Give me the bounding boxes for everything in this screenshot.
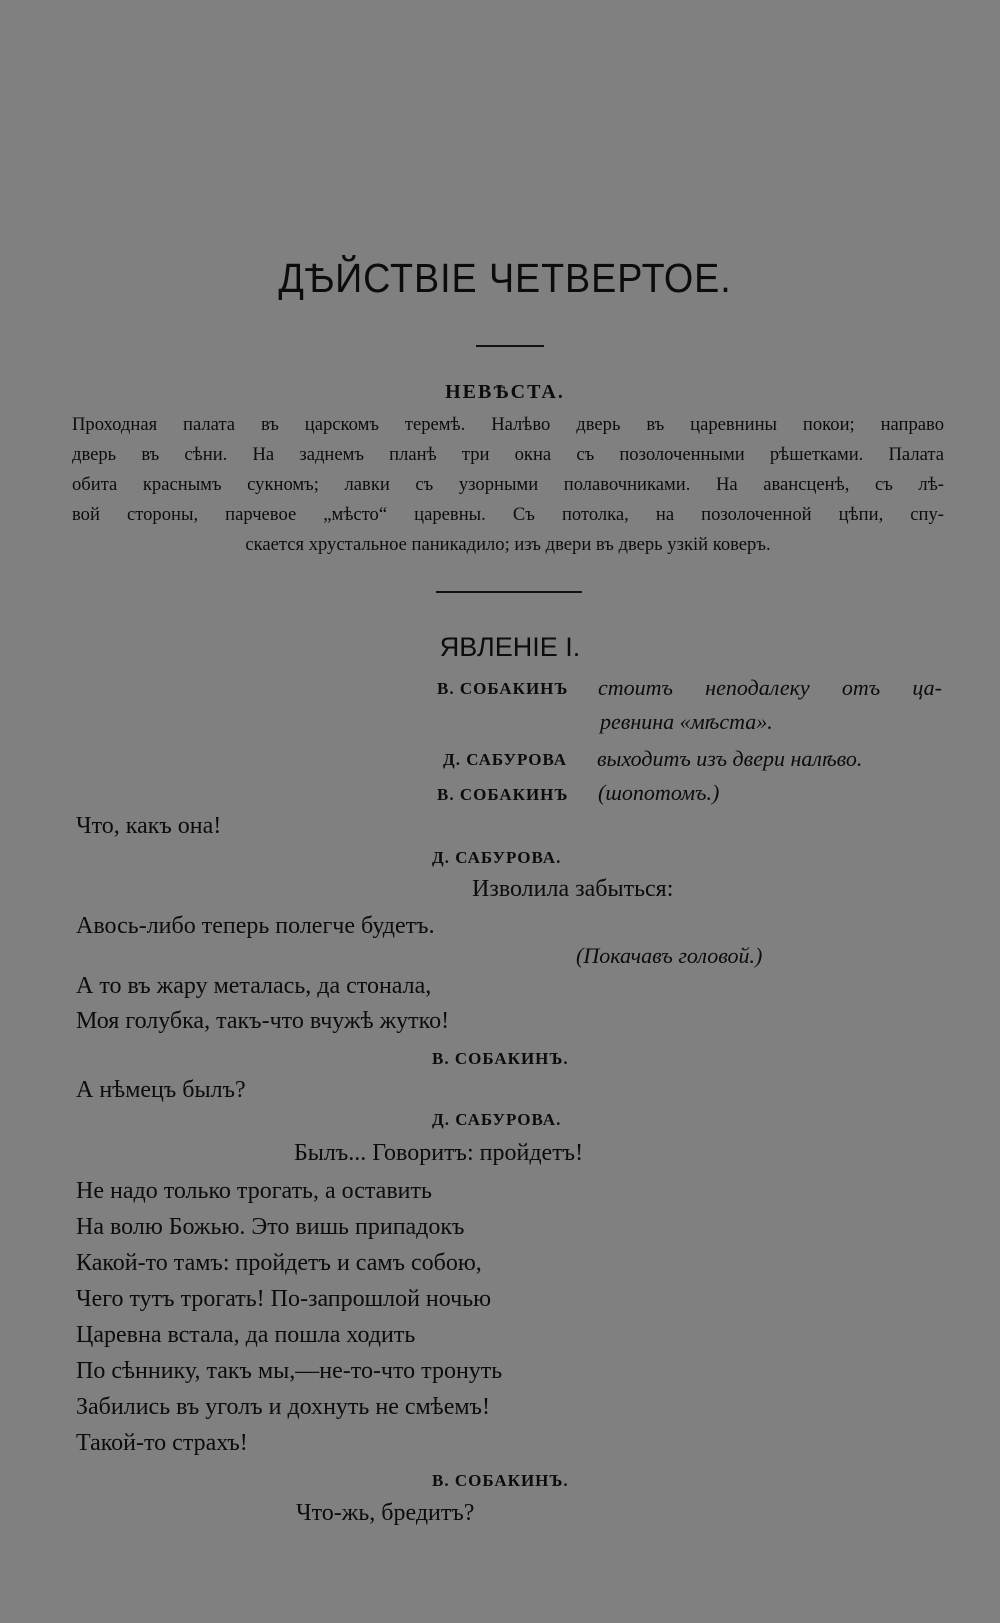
stage-direction-line: скается хрустальное паникадило; изъ двери въ дверь узкій коверъ. — [245, 534, 771, 555]
cast-speaker: В. СОБАКИНЪ — [437, 679, 569, 698]
verse-line: Чего тутъ трогать! По-запрошлой ночью — [76, 1286, 492, 1312]
stage-direction-line: Проходная палата въ царскомъ теремѣ. Налѣво дверь въ царевнины покои; направо — [72, 414, 944, 435]
verse-line: Былъ... Говоритъ: пройдетъ! — [294, 1140, 584, 1166]
cast-speaker: В. СОБАКИНЪ — [437, 785, 569, 804]
title-divider — [476, 345, 544, 347]
speaker-name: В. СОБАКИНЪ. — [432, 1049, 569, 1068]
section-title: НЕВѢСТА. — [445, 381, 565, 403]
verse-line: Что, какъ она! — [76, 813, 222, 839]
verse-line: Забились въ уголъ и дохнуть не смѣемъ! — [76, 1394, 490, 1420]
verse-line: Моя голубка, такъ-что вчужѣ жутко! — [76, 1008, 450, 1034]
verse-line: На волю Божью. Это вишь припадокъ — [76, 1214, 465, 1240]
verse-line: Не надо только трогать, а оставить — [76, 1178, 432, 1204]
verse-line: По сѣннику, такъ мы,—не-то-что тронуть — [76, 1358, 503, 1384]
speaker-name: Д. САБУРОВА. — [432, 1110, 562, 1129]
stage-direction-line: вой стороны, парчевое „мѣсто“ царевны. Съ потолка, на позолоченной цѣпи, спу- — [72, 504, 944, 525]
cast-direction: стоитъ неподалеку отъ ца- — [598, 675, 942, 700]
cast-direction: ревнина «мѣста». — [600, 709, 773, 734]
verse-line: Изволила забыться: — [472, 876, 674, 902]
verse-line: А нѣмецъ былъ? — [76, 1077, 246, 1103]
stage-direction — [72, 410, 944, 560]
stage-direction-line: дверь въ сѣни. На заднемъ планѣ три окна съ позолоченными рѣшетками. Палата — [72, 444, 944, 465]
stage-cue: (Покачавъ головой.) — [576, 943, 763, 968]
verse-line: Что-жь, бредитъ? — [296, 1500, 475, 1526]
stage-direction-line: обита краснымъ сукномъ; лавки съ узорными полавочниками. На авансценѣ, съ лѣ- — [72, 474, 944, 495]
section-divider — [436, 591, 582, 593]
verse-line: Царевна встала, да пошла ходить — [76, 1322, 416, 1348]
verse-line: Авось-либо теперь полегче будетъ. — [76, 913, 435, 939]
verse-line: Такой-то страхъ! — [76, 1430, 248, 1456]
act-title: ДѢЙСТВІЕ ЧЕТВЕРТОЕ. — [278, 255, 732, 301]
verse-line: А то въ жару металась, да стонала, — [76, 973, 432, 999]
cast-direction: выходитъ изъ двери налѣво. — [597, 746, 863, 771]
speaker-name: Д. САБУРОВА. — [432, 848, 562, 867]
verse-line: Какой-то тамъ: пройдетъ и самъ собою, — [76, 1250, 482, 1276]
speaker-name: В. СОБАКИНЪ. — [432, 1471, 569, 1490]
cast-speaker: Д. САБУРОВА — [443, 750, 568, 769]
cast-direction: (шопотомъ.) — [598, 780, 720, 805]
scene-title: ЯВЛЕНІЕ I. — [439, 632, 581, 662]
